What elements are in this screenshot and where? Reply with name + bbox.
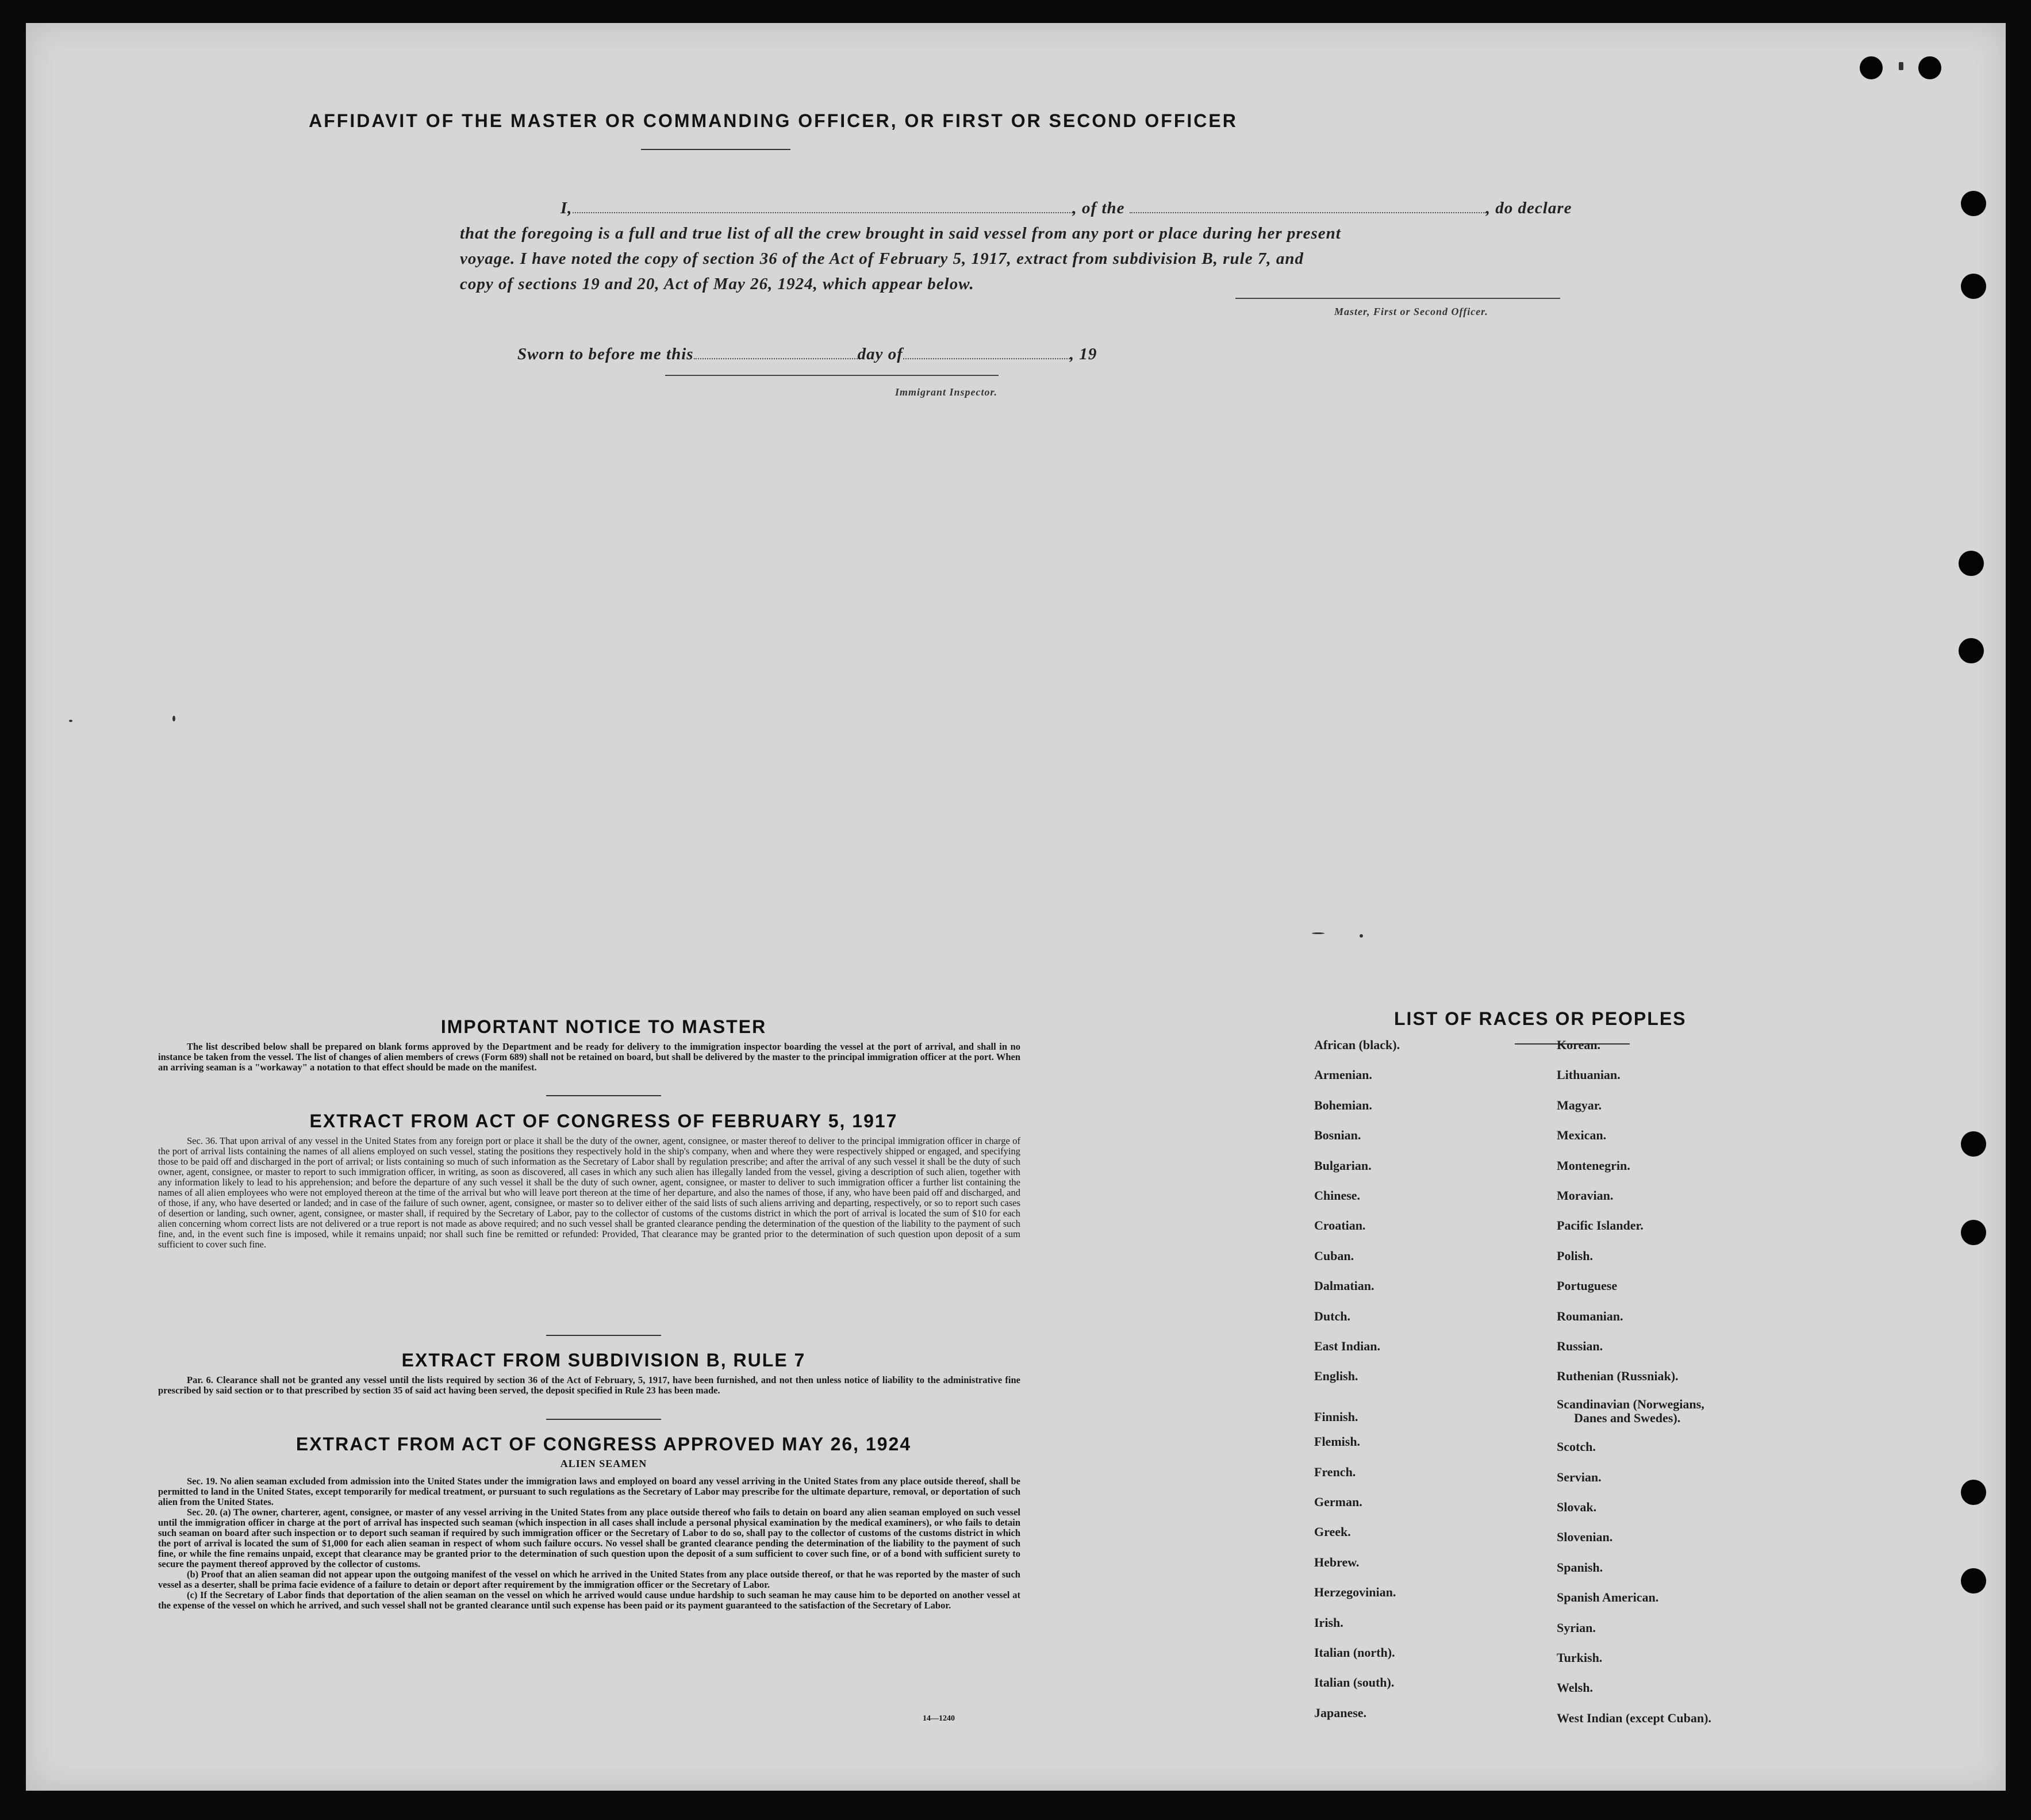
master-signature-line[interactable]	[1235, 298, 1560, 299]
punch-hole	[1961, 1131, 1986, 1157]
divider	[546, 1335, 661, 1336]
master-signature-label: Master, First or Second Officer.	[1334, 306, 1488, 317]
inspector-signature-label: Immigrant Inspector.	[895, 386, 998, 398]
act-1924-sec-20b: (b) Proof that an alien seaman did not appear upon the outgoing manifest of the vessel on which he arrived in the United States from any place outside thereof, or that he was reported by the master of such vessel as a deserter, shall be prima facie evidence of a failure to detain or deport after requirement by the immigration officer or the Secretary of Labor.	[158, 1569, 1020, 1590]
act-1917-text	[158, 1136, 1020, 1250]
race-right-0: Korean.	[1557, 1038, 1600, 1052]
affidavit-do-declare: , do declare	[1485, 199, 1572, 217]
punch-hole	[1918, 56, 1941, 79]
document-page	[26, 23, 2006, 1791]
act-1924-sec-20c: (c) If the Secretary of Labor finds that deportation of the alien seaman on the vessel on which he arrived would cause undue hardship to such seaman he may cause him to be deported on another vessel at the expense of the vessel on which he arrived, and such vessel shall not be granted clearance until such expense has been paid or its payment guaranteed to the satisfaction of the Secretary of Labor.	[158, 1589, 1020, 1611]
affidavit-i: I,	[560, 199, 573, 217]
year-text: , 19	[1069, 345, 1097, 363]
race-right-1: Lithuanian.	[1557, 1068, 1621, 1082]
punch-hole	[1961, 1480, 1986, 1505]
act-1924-title: EXTRACT FROM ACT OF CONGRESS APPROVED MAY 26, 1924	[295, 1434, 912, 1454]
race-left-18: Herzegovinian.	[1314, 1585, 1396, 1600]
inspector-signature-line[interactable]	[665, 375, 999, 376]
vessel-blank[interactable]	[1130, 206, 1486, 213]
alien-seamen-subtitle: ALIEN SEAMEN	[560, 1458, 647, 1469]
divider	[546, 1419, 661, 1420]
race-right-22: Welsh.	[1557, 1680, 1593, 1695]
race-left-14: French.	[1314, 1464, 1356, 1479]
speck	[172, 716, 175, 721]
form-number: 14—1240	[923, 1714, 955, 1723]
race-left-9: Dutch.	[1314, 1308, 1350, 1323]
race-left-19: Irish.	[1314, 1615, 1343, 1630]
race-left-15: German.	[1314, 1495, 1362, 1509]
races-title: LIST OF RACES OR PEOPLES	[1394, 1008, 1687, 1029]
race-right-10: Russian.	[1557, 1339, 1603, 1353]
punch-hole	[1959, 551, 1984, 576]
affidavit-of-the: , of the	[1072, 199, 1125, 217]
race-right-6: Pacific Islander.	[1557, 1218, 1644, 1233]
race-right-15: Servian.	[1557, 1469, 1602, 1484]
race-left-7: Cuban.	[1314, 1248, 1354, 1263]
race-left-11: English.	[1314, 1369, 1358, 1384]
race-left-5: Chinese.	[1314, 1188, 1361, 1203]
notice-text	[158, 1042, 1020, 1073]
rule-7-par-6: Par. 6. Clearance shall not be granted any vessel until the lists required by section 36 of the Act of February, 5, 1917, have been furnished, and not then unless notice of liability to the administrative fine prescribed by said section or to that prescribed by section 35 of said act having been served, the deposit specified in Rule 23 has been made.	[158, 1374, 1020, 1396]
race-left-12: Finnish.	[1314, 1409, 1358, 1424]
race-right-23: West Indian (except Cuban).	[1557, 1710, 1711, 1725]
race-right-16: Slovak.	[1557, 1500, 1597, 1514]
day-of-text: day of	[857, 345, 903, 363]
punch-hole	[1961, 1568, 1986, 1594]
punch-hole	[1961, 191, 1986, 216]
race-right-18: Spanish.	[1557, 1560, 1603, 1575]
speck	[1312, 932, 1324, 934]
race-right-4: Montenegrin.	[1557, 1158, 1630, 1173]
race-right-11: Ruthenian (Russniak).	[1557, 1369, 1679, 1384]
race-left-16: Greek.	[1314, 1525, 1351, 1539]
race-left-6: Croatian.	[1314, 1218, 1366, 1233]
speck	[1899, 62, 1903, 70]
notice-paragraph: The list described below shall be prepared on blank forms approved by the Department and be ready for delivery to the immigration inspector boarding the vessel at the port of arrival, and shall in no instance be taken from the vessel. The list of changes of alien members of crews (Form 689) shall not be retained on board, but shall be delivered by the master to the principal immigration officer at the port. When an arriving seaman is a "workaway" a notation to that effect should be made on the manifest.	[158, 1041, 1020, 1073]
race-left-1: Armenian.	[1314, 1068, 1372, 1082]
notice-title: IMPORTANT NOTICE TO MASTER	[440, 1016, 767, 1037]
race-left-0: African (black).	[1314, 1038, 1400, 1052]
act-1917-title: EXTRACT FROM ACT OF CONGRESS OF FEBRUARY 5, 1917	[309, 1111, 898, 1131]
punch-hole	[1961, 274, 1986, 299]
race-right-8: Portuguese	[1557, 1278, 1618, 1293]
divider	[546, 1095, 661, 1096]
race-right-13: Danes and Swedes).	[1574, 1410, 1681, 1425]
race-right-12: Scandinavian (Norwegians,	[1557, 1396, 1704, 1411]
speck	[69, 720, 72, 722]
speck	[1360, 934, 1363, 938]
act-1924-text	[158, 1476, 1020, 1611]
race-right-17: Slovenian.	[1557, 1530, 1613, 1545]
race-left-17: Hebrew.	[1314, 1554, 1360, 1569]
race-left-8: Dalmatian.	[1314, 1278, 1375, 1293]
affidavit-line-2: that the foregoing is a full and true list of all the crew brought in said vessel from any port or place during her present	[460, 224, 1341, 243]
name-blank[interactable]	[573, 206, 1073, 213]
race-right-7: Polish.	[1557, 1248, 1593, 1263]
race-left-3: Bosnian.	[1314, 1128, 1361, 1143]
month-blank[interactable]	[903, 352, 1070, 359]
sworn-text: Sworn to before me this	[517, 345, 694, 363]
sworn-line	[517, 345, 1097, 364]
race-right-19: Spanish American.	[1557, 1590, 1659, 1605]
race-left-21: Italian (south).	[1314, 1675, 1395, 1690]
race-left-2: Bohemian.	[1314, 1097, 1372, 1112]
affidavit-line-3: voyage. I have noted the copy of section 36 of the Act of February 5, 1917, extract from subdivision B, rule 7, and	[460, 249, 1304, 268]
race-left-4: Bulgarian.	[1314, 1158, 1372, 1173]
act-1917-sec-36: Sec. 36. That upon arrival of any vessel in the United States from any foreign port or place it shall be the duty of the owner, agent, consignee, or master thereof to deliver to the principal immigration officer in charge of the port of arrival lists containing the names of all aliens employed on such vessel, stating the positions they respectively hold in the ship's company, when and where they were respectively shipped or engaged, and specifying those to be paid off and discharged in the port of arrival; or lists containing so much of such information as the Secretary of Labor shall by regulation prescribe; and after the arrival of any such vessel it shall be the duty of such owner, agent, consignee, or master to report to such immigration officer, in writing, as soon as discovered, all cases in which any such alien has illegally landed from the vessel, giving a description of such alien, together with any information likely to lead to his apprehension; and before the departure of any such vessel it shall be the duty of such owner, agent, consignee, or master to deliver to such immigration officer a further list containing the names of all alien employees who were not employed thereon at the time of the arrival but who will leave port thereon at the time of her departure, and also the names of those, if any, who have been paid off and discharged, and of those, if any, who have deserted or landed; and in case of the failure of such owner, agent, consignee, or master so to deliver either of the said lists of such aliens arriving and departing, respectively, or so to report such cases of desertion or landing, such owner, agent, consignee, or master shall, if required by the Secretary of Labor, pay to the collector of customs of the customs district in which the port of arrival is located the sum of $10 for each alien concerning whom correct lists are not delivered or a true report is not made as above required; and no such vessel shall be granted clearance pending the determination of the question of the liability to the payment of such fine, and, in the event such fine is imposed, while it remains unpaid; nor shall such fine be remitted or refunded: Provided, That clearance may be granted prior to the determination of such question upon deposit of a sum sufficient to cover such fine.	[158, 1135, 1020, 1250]
punch-hole	[1959, 638, 1984, 663]
punch-hole	[1860, 56, 1883, 79]
race-left-20: Italian (north).	[1314, 1645, 1395, 1660]
race-right-2: Magyar.	[1557, 1097, 1602, 1112]
punch-hole	[1961, 1220, 1986, 1245]
affidavit-line-4: copy of sections 19 and 20, Act of May 26, 1924, which appear below.	[460, 275, 974, 293]
day-blank[interactable]	[694, 352, 858, 359]
affidavit-declaration	[460, 195, 1604, 297]
rule-7-title: EXTRACT FROM SUBDIVISION B, RULE 7	[401, 1350, 806, 1370]
race-right-5: Moravian.	[1557, 1188, 1614, 1203]
race-right-9: Roumanian.	[1557, 1308, 1623, 1323]
act-1924-sec-19: Sec. 19. No alien seaman excluded from admission into the United States under the immigration laws and employed on board any vessel arriving in the United States from any place outside thereof, shall be permitted to land in the United States, except temporarily for medical treatment, or pursuant to such regulations as the Secretary of Labor may prescribe for the ultimate departure, removal, or deportation of such alien from the United States.	[158, 1476, 1020, 1507]
rule-7-text	[158, 1375, 1020, 1396]
race-right-14: Scotch.	[1557, 1439, 1596, 1454]
race-left-10: East Indian.	[1314, 1339, 1380, 1353]
race-right-3: Mexican.	[1557, 1128, 1607, 1143]
race-right-21: Turkish.	[1557, 1650, 1603, 1665]
race-left-13: Flemish.	[1314, 1434, 1361, 1449]
race-left-22: Japanese.	[1314, 1705, 1367, 1720]
divider	[641, 149, 790, 150]
affidavit-title: AFFIDAVIT OF THE MASTER OR COMMANDING OFFICER, OR FIRST OR SECOND OFFICER	[309, 110, 1238, 131]
act-1924-sec-20a: Sec. 20. (a) The owner, charterer, agent, consignee, or master of any vessel arriving in the United States from any place outside thereof who fails to detain on board any alien seaman employed on such vessel until the immigration officer in charge at the port of arrival has inspected such seaman (which inspection in all cases shall include a personal physical examination by the medical examiners), or who fails to detain such seaman on board after such inspection or to deport such seaman if required by such immigration officer or the Secretary of Labor to do so, shall pay to the collector of customs of the customs district in which the port of arrival is located the sum of $1,000 for each alien seaman in respect of whom such failure occurs. No vessel shall be granted clearance pending the determination of the liability to the payment of such fine, or while the fine remains unpaid, except that clearance may be granted prior to the determination of such question upon the deposit of a sum sufficient to cover such fine, or of a bond with sufficient surety to secure the payment thereof approved by the collector of customs.	[158, 1507, 1020, 1569]
race-right-20: Syrian.	[1557, 1620, 1596, 1635]
